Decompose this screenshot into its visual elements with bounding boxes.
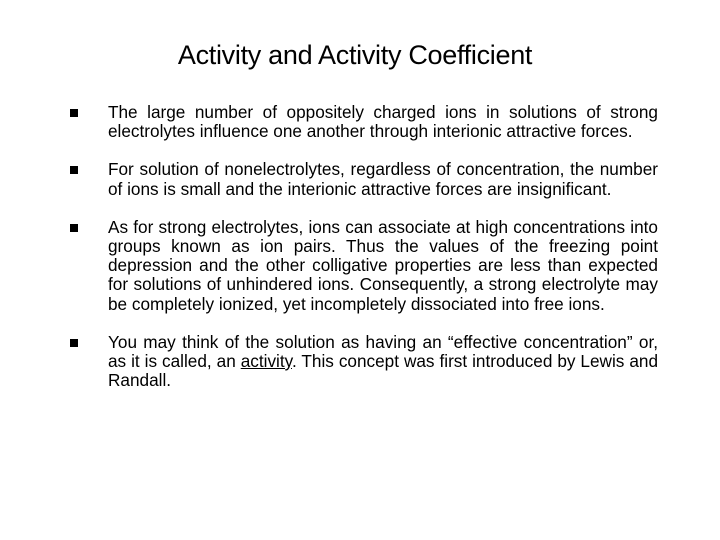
bullet-text: The large number of oppositely charged ions in solutions of strong electrolytes influence one another through interionic attractive forces. bbox=[108, 102, 658, 142]
bullet-item-4 bbox=[68, 333, 658, 391]
square-bullet-icon bbox=[70, 339, 78, 347]
slide-title: Activity and Activity Coefficient bbox=[177, 40, 533, 70]
square-bullet-icon bbox=[70, 109, 78, 117]
bullet-text: As for strong electrolytes, ions can associate at high concentrations into groups known as ion pairs. Thus the values of the freezing point depression and the other colligative properties are less than expected for solutions of unhindered ions. Consequently, a strong electrolyte may be completely ionized, yet incompletely dissociated into free ions. bbox=[108, 216, 658, 314]
bullet-item-2 bbox=[68, 160, 658, 198]
bullet-list bbox=[68, 103, 658, 390]
bullet-item-3 bbox=[68, 218, 658, 314]
bullet-item-1 bbox=[68, 103, 658, 141]
bullet-text: For solution of nonelectrolytes, regardless of concentration, the number of ions is small and the interionic attractive forces are insignificant. bbox=[108, 159, 658, 199]
square-bullet-icon bbox=[70, 224, 78, 232]
bullet-text-after: . This concept was first introduced by Lewis and Randall. bbox=[108, 351, 659, 391]
activity-term: activity bbox=[240, 351, 292, 372]
bullet-text bbox=[108, 332, 658, 390]
bullet-text-before: You may think of the solution as having an “effective concentration” or, as it is called, an bbox=[108, 331, 658, 372]
square-bullet-icon bbox=[70, 166, 78, 174]
